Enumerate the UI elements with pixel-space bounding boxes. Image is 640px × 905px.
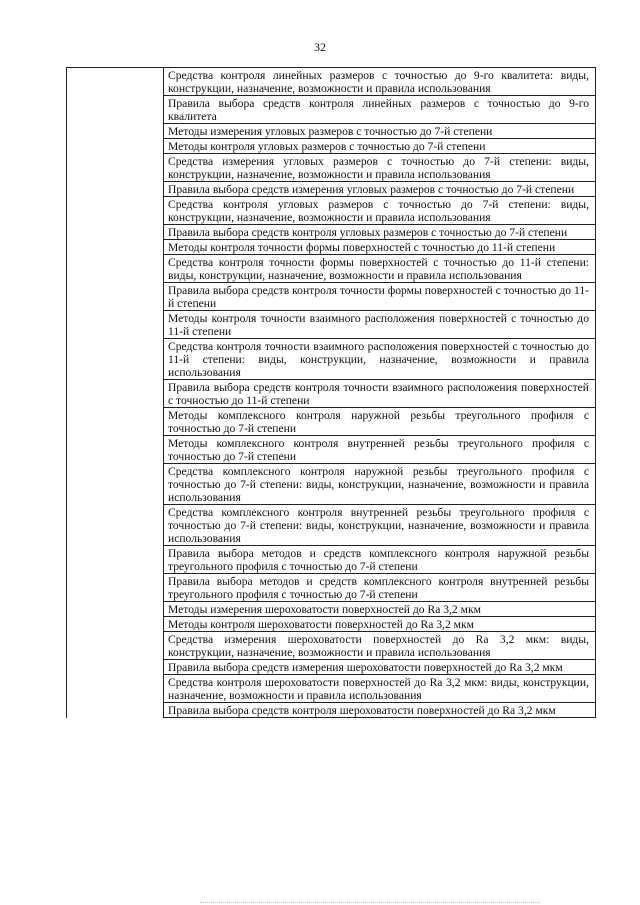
scan-edge-line xyxy=(200,902,540,903)
table-row: Методы контроля точности формы поверхностей с точностью до 11-й степени xyxy=(164,240,595,255)
table-left-column xyxy=(67,68,164,718)
page-number: 32 xyxy=(314,40,326,54)
table-row: Средства измерения шероховатости поверхностей до Ra 3,2 мкм: виды, конструкции, назначение, возможности и правила использования xyxy=(164,632,595,660)
table-row: Правила выбора методов и средств комплексного контроля наружной резьбы треугольного профиля с точностью до 7-й степени xyxy=(164,546,595,574)
table-row: Средства контроля шероховатости поверхностей до Ra 3,2 мкм: виды, конструкции, назначение, возможности и правила использования xyxy=(164,675,595,703)
table-row: Средства контроля точности взаимного расположения поверхностей с точностью до 11-й степени: виды, конструкции, назначение, возможности и правила использования xyxy=(164,339,595,380)
table-row: Средства контроля точности формы поверхностей с точностью до 11-й степени: виды, конструкции, назначение, возможности и правила использования xyxy=(164,255,595,283)
table-row: Средства контроля угловых размеров с точностью до 7-й степени: виды, конструкции, назначение, возможности и правила использования xyxy=(164,197,595,225)
table-row: Методы контроля шероховатости поверхностей до Ra 3,2 мкм xyxy=(164,617,595,632)
table-row: Средства измерения угловых размеров с точностью до 7-й степени: виды, конструкции, назначение, возможности и правила использования xyxy=(164,154,595,182)
table-row: Методы комплексного контроля внутренней резьбы треугольного профиля с точностью до 7-й степени xyxy=(164,436,595,464)
table-row: Правила выбора средств контроля угловых размеров с точностью до 7-й степени xyxy=(164,225,595,240)
table-row: Методы измерения шероховатости поверхностей до Ra 3,2 мкм xyxy=(164,602,595,617)
table-row: Средства комплексного контроля наружной резьбы треугольного профиля с точностью до 7-й степени: виды, конструкции, назначение, возможности и правила использования xyxy=(164,464,595,505)
table-row: Правила выбора средств измерения угловых размеров с точностью до 7-й степени xyxy=(164,182,595,197)
table-rows xyxy=(164,68,595,718)
table-row: Методы контроля точности взаимного расположения поверхностей с точностью до 11-й степени xyxy=(164,311,595,339)
table-row: Правила выбора средств контроля точности взаимного расположения поверхностей с точностью до 11-й степени xyxy=(164,380,595,408)
table-row: Средства комплексного контроля внутренней резьбы треугольного профиля с точностью до 7-й степени: виды, конструкции, назначение, возможности и правила использования xyxy=(164,505,595,546)
table-row: Правила выбора средств контроля линейных размеров с точностью до 9-го квалитета xyxy=(164,96,595,124)
table-row: Методы комплексного контроля наружной резьбы треугольного профиля с точностью до 7-й степени xyxy=(164,408,595,436)
table-row: Правила выбора средств измерения шероховатости поверхностей до Ra 3,2 мкм xyxy=(164,660,595,675)
table-row: Средства контроля линейных размеров с точностью до 9-го квалитета: виды, конструкции, назначение, возможности и правила использования xyxy=(164,68,595,96)
table-row: Методы измерения угловых размеров с точностью до 7-й степени xyxy=(164,124,595,139)
table-row: Правила выбора средств контроля точности формы поверхностей с точностью до 11-й степени xyxy=(164,283,595,311)
table-row: Правила выбора средств контроля шероховатости поверхностей до Ra 3,2 мкм xyxy=(164,703,595,718)
table-row: Методы контроля угловых размеров с точностью до 7-й степени xyxy=(164,139,595,154)
requirements-table xyxy=(66,67,596,718)
table-row: Правила выбора методов и средств комплексного контроля внутренней резьбы треугольного профиля с точностью до 7-й степени xyxy=(164,574,595,602)
